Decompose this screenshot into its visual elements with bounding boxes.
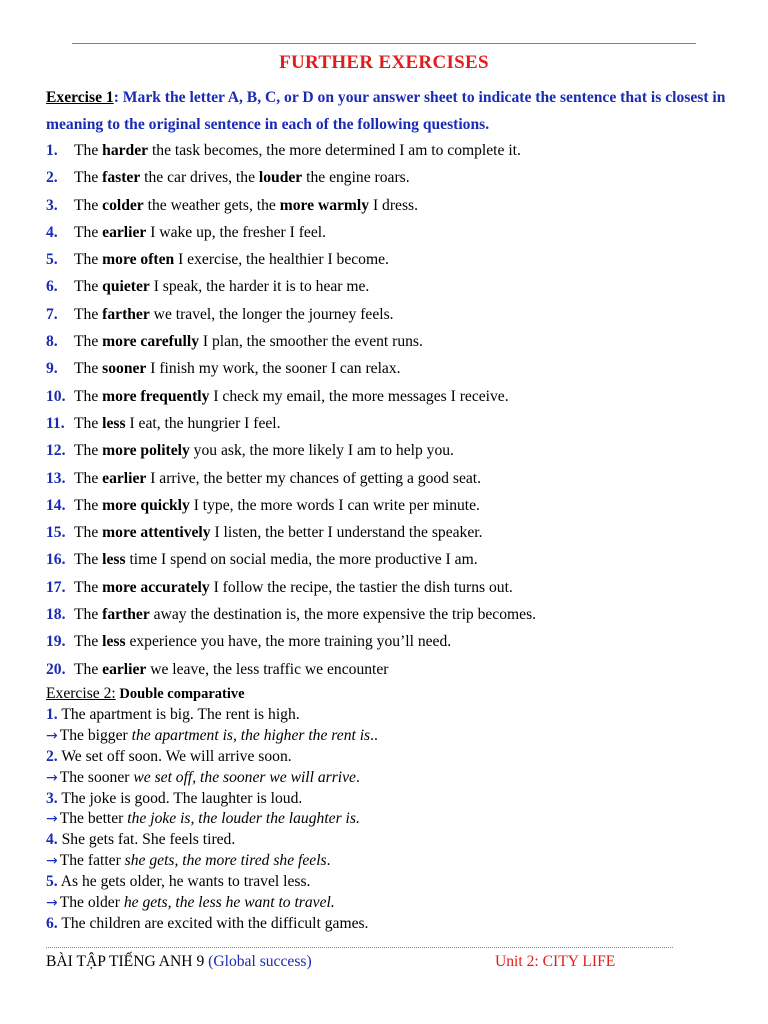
question-item: [46, 492, 736, 519]
question-item: [46, 519, 736, 546]
exercise2-answer: → The better the joke is, the louder the laughter is.: [46, 810, 360, 828]
exercise1-heading: Exercise 1: Mark the letter A, B, C, or D on your answer sheet to indicate the sentence that is closest in meaning to the original sentence in each of the following questions.: [46, 89, 726, 133]
question-item: [46, 465, 736, 492]
exercise1-instruction: Mark the letter A, B, C, or D on your answer sheet to indicate the sentence that is closest in meaning to the original sentence in each of the following questions.: [46, 89, 726, 133]
question-number: 4.: [46, 223, 58, 241]
question-number: 16.: [46, 551, 66, 569]
exercise2-answer: → The sooner we set off, the sooner we will arrive.: [46, 768, 360, 786]
question-text: The more politely you ask, the more likely I am to help you.: [74, 442, 454, 460]
page-title: FURTHER EXERCISES: [279, 52, 489, 73]
exercise2-label: Exercise 2:: [46, 685, 116, 702]
question-number: 6.: [46, 278, 58, 296]
question-item: [46, 628, 736, 655]
question-item: [46, 301, 736, 328]
question-item: [46, 246, 736, 273]
exercise1-question-list: [46, 137, 736, 683]
question-number: 13.: [46, 469, 66, 487]
exercise2-prompt: 2. We set off soon. We will arrive soon.: [46, 747, 292, 765]
question-number: 19.: [46, 633, 66, 651]
question-item: [46, 383, 736, 410]
question-item: [46, 219, 736, 246]
question-text: The earlier I wake up, the fresher I feel.: [74, 223, 326, 241]
exercise2-title: Double comparative: [115, 686, 245, 702]
question-item: [46, 137, 736, 164]
question-text: The more often I exercise, the healthier I become.: [74, 251, 389, 269]
question-number: 3.: [46, 196, 58, 214]
exercise2-item-list: [46, 705, 736, 935]
question-number: 5.: [46, 251, 58, 269]
question-item: [46, 410, 736, 437]
exercise2-answer: → The older he gets, the less he want to travel.: [46, 894, 335, 912]
question-text: The more carefully I plan, the smoother the event runs.: [74, 333, 423, 351]
exercise1-label: Exercise 1: [46, 89, 114, 106]
question-number: 1.: [46, 142, 58, 159]
question-number: 2.: [46, 169, 58, 187]
exercise2-prompt: 4. She gets fat. She feels tired.: [46, 831, 236, 849]
footer-unit: Unit 2: CITY LIFE: [495, 953, 616, 970]
arrow-right-icon: →: [46, 895, 58, 912]
exercise2-prompt: 1. The apartment is big. The rent is high.: [46, 706, 300, 723]
footer-edition: (Global success): [208, 953, 312, 970]
question-number: 9.: [46, 360, 58, 378]
question-number: 18.: [46, 606, 66, 624]
question-text: The more frequently I check my email, the more messages I receive.: [74, 387, 509, 405]
question-text: The less I eat, the hungrier I feel.: [74, 414, 281, 432]
question-number: 7.: [46, 305, 58, 323]
question-text: The farther we travel, the longer the journey feels.: [74, 305, 394, 323]
question-number: 14.: [46, 496, 66, 514]
question-number: 8.: [46, 333, 58, 351]
question-text: The sooner I finish my work, the sooner I can relax.: [74, 360, 401, 378]
question-number: 20.: [46, 660, 66, 678]
question-text: The less experience you have, the more training you’ll need.: [74, 633, 452, 651]
question-number: 17.: [46, 578, 66, 596]
question-text: The quieter I speak, the harder it is to hear me.: [74, 278, 370, 296]
footer-divider: [46, 947, 673, 948]
question-number: 15.: [46, 524, 66, 542]
arrow-right-icon: →: [46, 811, 58, 828]
question-item: [46, 546, 736, 573]
question-text: The less time I spend on social media, the more productive I am.: [74, 551, 478, 569]
question-item: [46, 656, 736, 683]
question-text: The harder the task becomes, the more determined I am to complete it.: [74, 142, 521, 159]
question-text: The earlier I arrive, the better my chances of getting a good seat.: [74, 469, 482, 487]
question-text: The earlier we leave, the less traffic we encounter: [74, 660, 389, 678]
question-text: The more quickly I type, the more words I can write per minute.: [74, 496, 480, 514]
question-text: The faster the car drives, the louder the engine roars.: [74, 169, 410, 187]
question-item: [46, 601, 736, 628]
top-divider: [72, 43, 696, 44]
footer-book-title: BÀI TẬP TIẾNG ANH 9 (Global success): [46, 953, 312, 970]
exercise2-heading: [46, 684, 245, 704]
question-number: 11.: [46, 414, 65, 432]
question-number: 10.: [46, 387, 66, 405]
question-text: The colder the weather gets, the more warmly I dress.: [74, 196, 418, 214]
exercise2-prompt: 3. The joke is good. The laughter is loud.: [46, 789, 303, 807]
arrow-right-icon: →: [46, 853, 58, 870]
question-item: [46, 574, 736, 601]
question-item: [46, 164, 736, 191]
question-item: [46, 437, 736, 464]
question-text: The more accurately I follow the recipe, the tastier the dish turns out.: [74, 578, 513, 596]
exercise2-answer: → The fatter she gets, the more tired she feels.: [46, 852, 331, 870]
exercise2-answer: → The bigger the apartment is, the higher the rent is..: [46, 726, 378, 744]
exercise2-prompt: 6. The children are excited with the difficult games.: [46, 914, 369, 932]
question-text: The farther away the destination is, the more expensive the trip becomes.: [74, 606, 537, 624]
arrow-right-icon: →: [46, 727, 58, 744]
question-number: 12.: [46, 442, 66, 460]
question-text: The more attentively I listen, the better I understand the speaker.: [74, 524, 483, 542]
exercise2-prompt: 5. As he gets older, he wants to travel less.: [46, 873, 311, 891]
question-item: [46, 192, 736, 219]
question-item: [46, 328, 736, 355]
arrow-right-icon: →: [46, 769, 58, 786]
question-item: [46, 273, 736, 300]
question-item: [46, 355, 736, 382]
